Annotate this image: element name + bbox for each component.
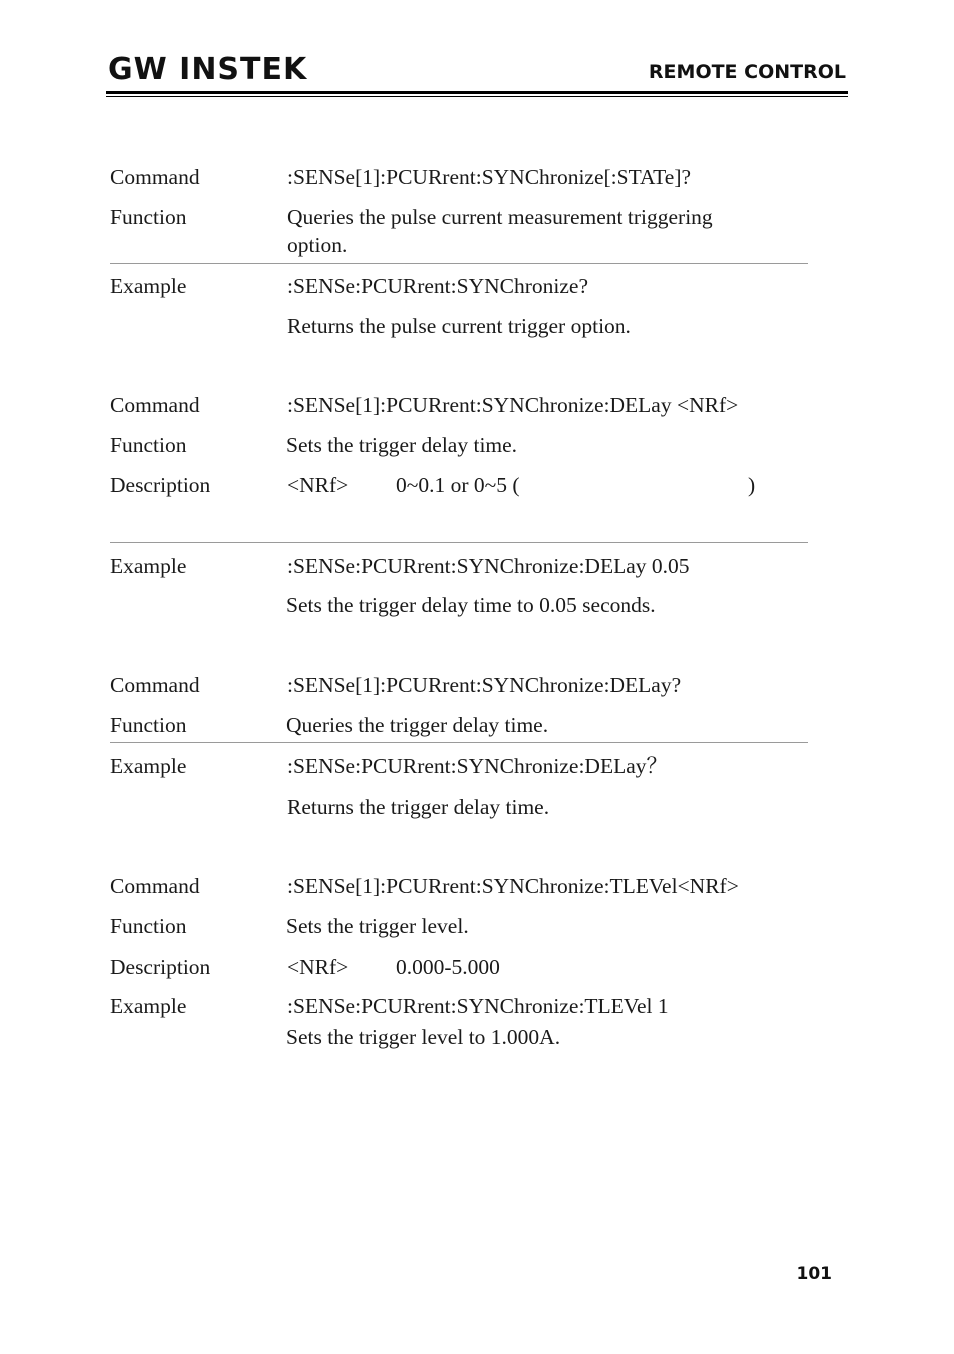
command-text: :SENSe[1]:PCURrent:SYNChronize[:STATe]? (287, 165, 692, 189)
example-label: Example (110, 994, 187, 1018)
command-text: :SENSe[1]:PCURrent:SYNChronize:TLEVel<NRf> (287, 874, 739, 898)
row-separator (110, 742, 808, 743)
command-label: Command (110, 673, 200, 697)
row-separator (110, 542, 808, 543)
example-label: Example (110, 274, 187, 298)
function-label: Function (110, 433, 187, 457)
example-command: :SENSe:PCURrent:SYNChronize:DELay？ (287, 754, 669, 778)
function-text: Sets the trigger level. (286, 914, 469, 938)
example-command: :SENSe:PCURrent:SYNChronize? (287, 274, 588, 298)
function-label: Function (110, 713, 187, 737)
command-label: Command (110, 393, 200, 417)
description-param: <NRf> (287, 955, 349, 979)
description-range: 0.000-5.000 (396, 955, 500, 979)
example-command: :SENSe:PCURrent:SYNChronize:DELay 0.05 (287, 554, 690, 578)
function-text-continued: option. (287, 233, 348, 257)
example-result: Sets the trigger level to 1.000A. (286, 1025, 561, 1049)
function-text: Queries the pulse current measurement triggering (287, 205, 713, 229)
command-text: :SENSe[1]:PCURrent:SYNChronize:DELay <NRf> (287, 393, 739, 417)
function-text: Queries the trigger delay time. (286, 713, 549, 737)
brand-logo: GW INSTEK (108, 52, 308, 87)
header-rule (106, 91, 848, 94)
function-text: Sets the trigger delay time. (286, 433, 518, 457)
example-result: Returns the trigger delay time. (287, 795, 550, 819)
description-range: 0~0.1 or 0~5 ( (396, 473, 520, 497)
command-text: :SENSe[1]:PCURrent:SYNChronize:DELay? (287, 673, 682, 697)
description-label: Description (110, 473, 211, 497)
example-result: Sets the trigger delay time to 0.05 seconds. (286, 593, 656, 617)
command-label: Command (110, 165, 200, 189)
example-result: Returns the pulse current trigger option. (287, 314, 631, 338)
header-rule-thin (106, 96, 848, 97)
description-close-paren: ) (748, 473, 756, 497)
example-label: Example (110, 554, 187, 578)
section-title: REMOTE CONTROL (648, 61, 846, 83)
description-label: Description (110, 955, 211, 979)
example-label: Example (110, 754, 187, 778)
function-label: Function (110, 914, 187, 938)
page-number: 101 (796, 1264, 832, 1284)
example-command: :SENSe:PCURrent:SYNChronize:TLEVel 1 (287, 994, 669, 1018)
function-label: Function (110, 205, 187, 229)
command-label: Command (110, 874, 200, 898)
description-param: <NRf> (287, 473, 349, 497)
row-separator (110, 263, 808, 264)
